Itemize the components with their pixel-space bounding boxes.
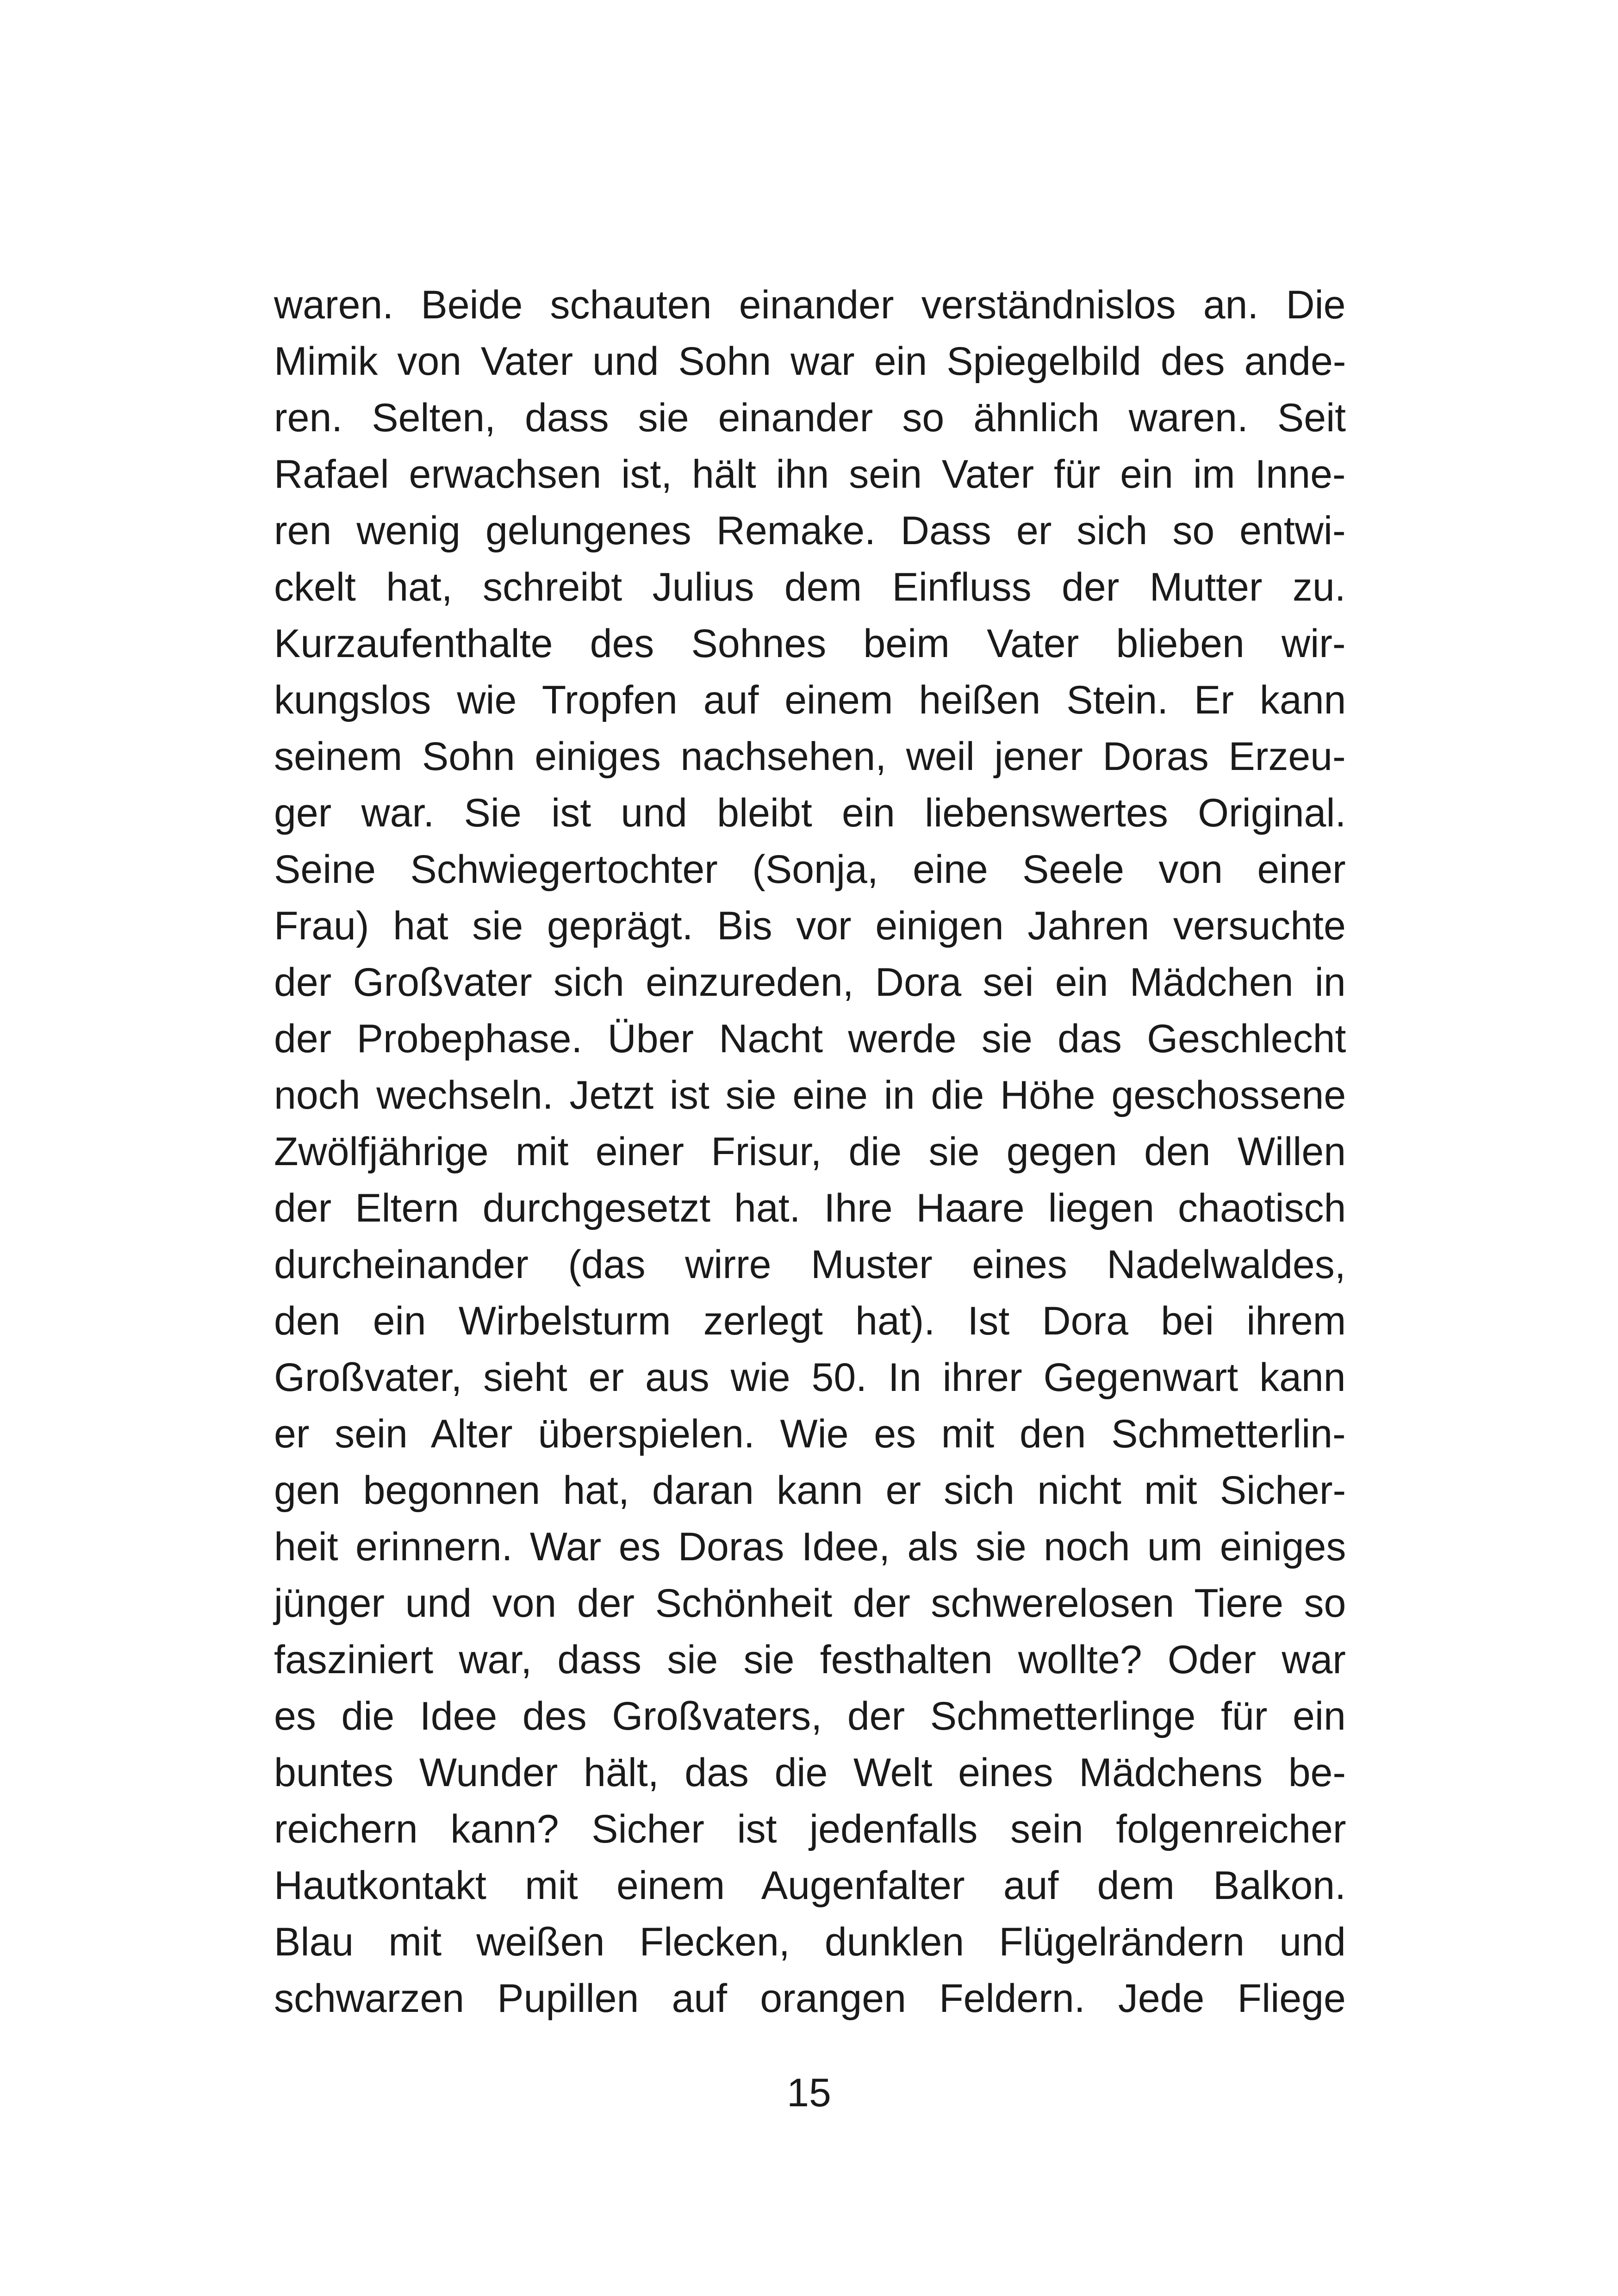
text-line: reichern kann? Sicher ist jedenfalls sein folgenreicher: [274, 1807, 1346, 1851]
text-line: ren. Selten, dass sie einander so ähnlich waren. Seit: [274, 396, 1346, 440]
text-line: noch wechseln. Jetzt ist sie eine in die Höhe geschossene: [274, 1073, 1346, 1117]
text-line: ger war. Sie ist und bleibt ein liebenswertes Original.: [274, 791, 1346, 835]
text-line: der Probephase. Über Nacht werde sie das Geschlecht: [274, 1017, 1346, 1061]
text-line: Blau mit weißen Flecken, dunklen Flügelrändern und: [274, 1920, 1346, 1964]
text-line: Zwölfjährige mit einer Frisur, die sie gegen den Willen: [274, 1129, 1346, 1174]
body-text: [274, 277, 1346, 2027]
text-line: der Großvater sich einzureden, Dora sei ein Mädchen in: [274, 960, 1346, 1005]
text-line: ckelt hat, schreibt Julius dem Einfluss der Mutter zu.: [274, 565, 1346, 609]
text-line: heit erinnern. War es Doras Idee, als sie noch um einiges: [274, 1525, 1346, 1569]
text-line: jünger und von der Schönheit der schwerelosen Tiere so: [274, 1581, 1346, 1626]
text-line: Großvater, sieht er aus wie 50. In ihrer Gegenwart kann: [274, 1355, 1346, 1400]
text-line: buntes Wunder hält, das die Welt eines Mädchens be-: [274, 1750, 1346, 1795]
text-line: Frau) hat sie geprägt. Bis vor einigen Jahren versuchte: [274, 904, 1346, 948]
text-line: Kurzaufenthalte des Sohnes beim Vater blieben wir-: [274, 621, 1346, 666]
text-line: es die Idee des Großvaters, der Schmetterlinge für ein: [274, 1694, 1346, 1738]
text-line: Mimik von Vater und Sohn war ein Spiegelbild des ande-: [274, 339, 1346, 384]
text-line: durcheinander (das wirre Muster eines Nadelwaldes,: [274, 1242, 1346, 1287]
page-number: 15: [787, 2071, 831, 2115]
text-line: seinem Sohn einiges nachsehen, weil jener Doras Erzeu-: [274, 734, 1346, 779]
text-line: den ein Wirbelsturm zerlegt hat). Ist Dora bei ihrem: [274, 1299, 1346, 1343]
text-line: waren. Beide schauten einander verständnislos an. Die: [274, 283, 1346, 327]
text-line: Hautkontakt mit einem Augenfalter auf dem Balkon.: [274, 1863, 1346, 1908]
text-line: fasziniert war, dass sie sie festhalten wollte? Oder war: [274, 1638, 1346, 1682]
text-line: gen begonnen hat, daran kann er sich nicht mit Sicher-: [274, 1468, 1346, 1513]
text-line: er sein Alter überspielen. Wie es mit den Schmetterlin-: [274, 1412, 1346, 1456]
text-line: kungslos wie Tropfen auf einem heißen Stein. Er kann: [274, 678, 1346, 722]
text-line: schwarzen Pupillen auf orangen Feldern. Jede Fliege: [274, 1976, 1346, 2021]
text-line: Rafael erwachsen ist, hält ihn sein Vater für ein im Inne-: [274, 452, 1346, 496]
text-line: der Eltern durchgesetzt hat. Ihre Haare liegen chaotisch: [274, 1186, 1346, 1230]
text-line: Seine Schwiegertochter (Sonja, eine Seele von einer: [274, 847, 1346, 892]
text-line: ren wenig gelungenes Remake. Dass er sich so entwi-: [274, 509, 1346, 553]
